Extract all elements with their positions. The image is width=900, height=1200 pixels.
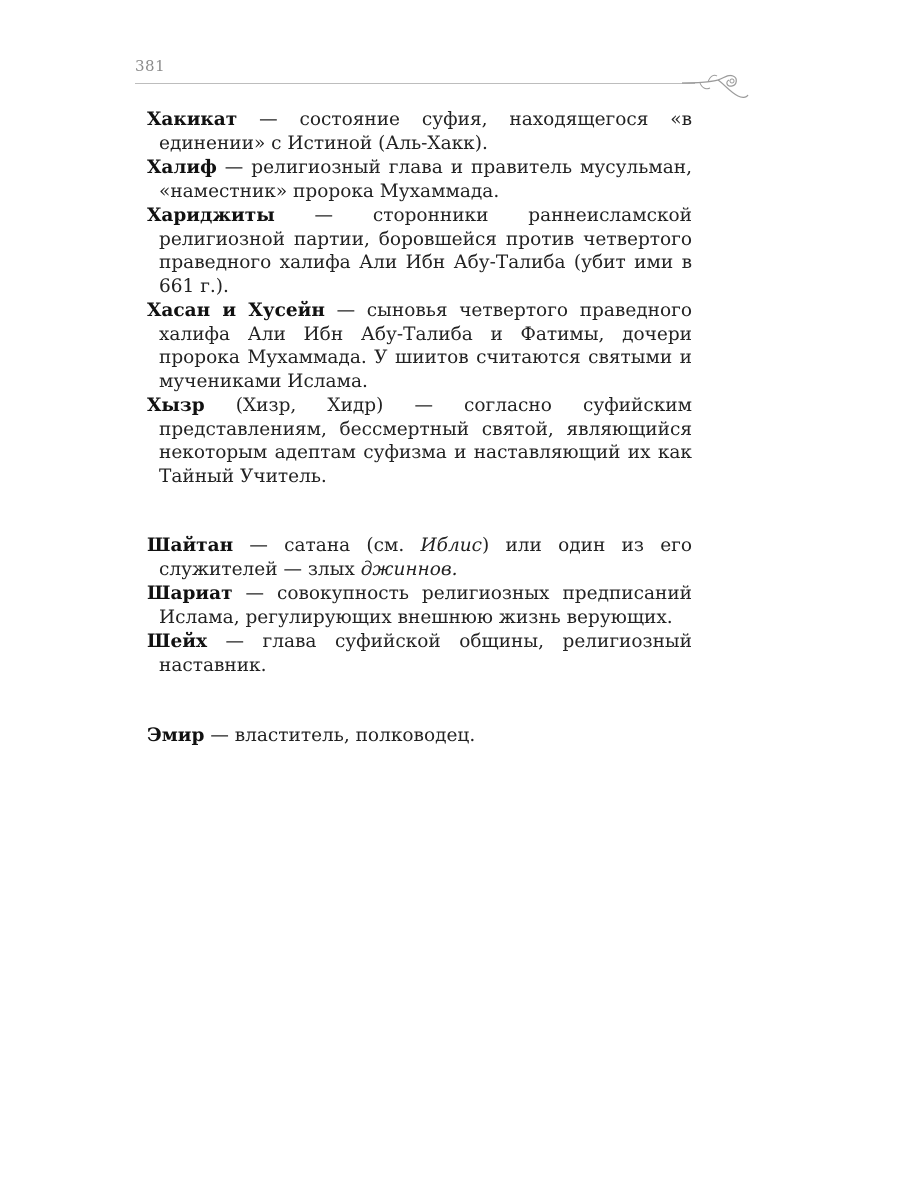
glossary	[147, 108, 692, 749]
glossary-entry-shariat	[147, 582, 692, 629]
section-gap	[147, 678, 692, 724]
glossary-definition: — сторонники раннеисламской религиозной партии, боровшейся против четвертого праведного халифа Али Ибн Абу-Талиба (убит ими в 661 г.).	[159, 205, 692, 297]
flourish-ornament-icon	[680, 68, 750, 108]
glossary-term: Хасан и Хусейн	[147, 300, 325, 321]
glossary-definition: — глава суфийской общины, религиозный наставник.	[159, 631, 692, 676]
glossary-term: Хакикат	[147, 109, 238, 130]
glossary-entry-hakikat	[147, 108, 692, 155]
glossary-term: Халиф	[147, 157, 217, 178]
glossary-entry-sheih	[147, 630, 692, 677]
glossary-definition: — сыновья четвертого праведного халифа Али Ибн Абу-Талиба и Фатимы, дочери пророка Мухаммада. У шиитов считаются святыми и мучениками Ислама.	[159, 300, 692, 392]
glossary-definition: — религиозный глава и правитель мусульман, «наместник» пророка Мухаммада.	[159, 157, 692, 202]
glossary-definition: — состояние суфия, находящегося «в единении» с Истиной (Аль-Хакк).	[159, 109, 692, 154]
glossary-entry-halif	[147, 156, 692, 203]
glossary-entry-hyzr	[147, 394, 692, 488]
glossary-definition: ) или один из его служителей — злых	[159, 535, 692, 580]
glossary-entry-emir	[147, 724, 692, 748]
glossary-definition: — совокупность религиозных предписаний Ислама, регулирующих внешнюю жизнь верующих.	[159, 583, 692, 628]
glossary-term: Эмир	[147, 725, 205, 746]
glossary-definition: — властитель, полководец.	[204, 725, 476, 746]
glossary-entry-hasan-i-husein	[147, 299, 692, 393]
glossary-entry-haridzhity	[147, 204, 692, 298]
glossary-term: Шайтан	[147, 535, 234, 556]
page-number: 381	[135, 57, 166, 75]
glossary-cross-reference: джиннов.	[360, 558, 458, 580]
glossary-term: Хызр	[147, 395, 205, 416]
glossary-cross-reference: Иблис	[420, 535, 482, 556]
glossary-term: Шариат	[147, 583, 233, 604]
glossary-term: Хариджиты	[147, 205, 275, 226]
header-rule	[135, 83, 695, 84]
glossary-definition: (Хизр, Хидр) — согласно суфийским представлениям, бессмертный святой, являющийся некоторым адептам суфизма и наставляющий их как Тайный Учитель.	[159, 395, 692, 487]
glossary-definition: — сатана (см.	[233, 535, 421, 556]
glossary-entry-shaitan	[147, 534, 692, 581]
glossary-term: Шейх	[147, 631, 207, 652]
section-gap	[147, 489, 692, 534]
